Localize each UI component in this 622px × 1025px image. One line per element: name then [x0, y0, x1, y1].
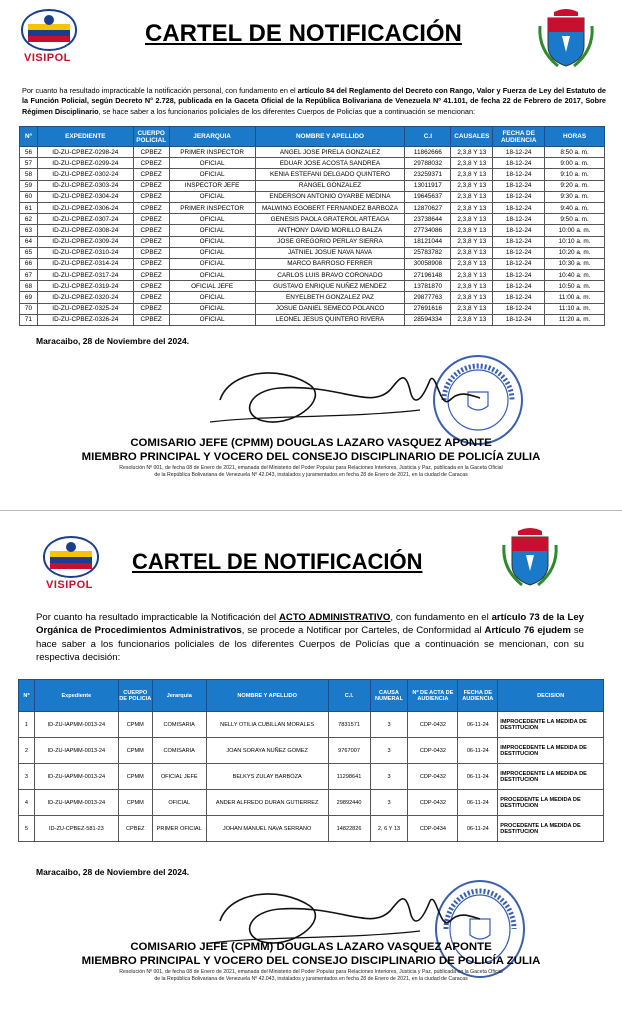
table-cell: 10:50 a. m.: [545, 281, 605, 292]
table-cell: CPBEZ: [133, 303, 169, 314]
table-cell: COMISARIA: [152, 712, 206, 738]
table-cell: 18-12-24: [493, 214, 545, 225]
table-cell: OFICIAL: [169, 191, 255, 202]
table-cell: CPBEZ: [133, 314, 169, 325]
table-cell: CPBEZ: [133, 258, 169, 269]
table-cell: COMISARIA: [152, 738, 206, 764]
table-cell: 57: [20, 158, 38, 169]
table-cell: CPBEZ: [133, 169, 169, 180]
table-cell: INSPECTOR JEFE: [169, 180, 255, 191]
table-cell: 12870627: [405, 202, 451, 213]
header-cell: Nº DE ACTA DE AUDIENCIA: [408, 680, 458, 712]
table-cell: 7831571: [328, 712, 370, 738]
table-cell: ID-ZU-IAPMM-0013-24: [34, 712, 118, 738]
table-row: [20, 247, 605, 258]
table-cell: ID-ZU-CPBEZ-581-23: [34, 816, 118, 842]
header-cell: CAUSALES: [451, 127, 493, 147]
table-cell: OFICIAL JEFE: [169, 281, 255, 292]
table-cell: 68: [20, 281, 38, 292]
table-cell: CPBEZ: [118, 816, 152, 842]
table-cell: 9:40 a. m.: [545, 202, 605, 213]
table-cell: OFICIAL: [152, 790, 206, 816]
table-cell: MARCO BARROSO FERRER: [255, 258, 405, 269]
table-cell: 13011917: [405, 180, 451, 191]
table-cell: EDUAR JOSE ACOSTA SANDREA: [255, 158, 405, 169]
table-cell: ID-ZU-CPBEZ-0304-24: [37, 191, 133, 202]
table-cell: 2: [19, 738, 35, 764]
table-cell: CDP-0432: [408, 712, 458, 738]
table-cell: 18-12-24: [493, 169, 545, 180]
table-cell: 2, 6 Y 13: [370, 816, 408, 842]
table-cell: GENESIS PAOLA GRATEROL ARTEAGA: [255, 214, 405, 225]
table-cell: JOSE GREGORIO PERLAY SIERRA: [255, 236, 405, 247]
table-cell: 28594334: [405, 314, 451, 325]
table-row: [20, 169, 605, 180]
table-cell: 27734086: [405, 225, 451, 236]
table-cell: IMPROCEDENTE LA MEDIDA DE DESTITUCION: [498, 712, 604, 738]
table-cell: 2,3,8 Y 13: [451, 303, 493, 314]
table-cell: 2,3,8 Y 13: [451, 314, 493, 325]
table-cell: 18-12-24: [493, 258, 545, 269]
table-cell: 13781870: [405, 281, 451, 292]
table-cell: ENDERSON ANTONIO OYARBE MEDINA: [255, 191, 405, 202]
table-cell: 10:40 a. m.: [545, 270, 605, 281]
table-row: [20, 180, 605, 191]
table-row: [20, 281, 605, 292]
table-cell: 18-12-24: [493, 225, 545, 236]
table-cell: BELKYS ZULAY BARBOZA: [206, 764, 328, 790]
table-cell: 14822826: [328, 816, 370, 842]
table-cell: ANTHONY DAVID MORILLO BALZA: [255, 225, 405, 236]
table-cell: 3: [370, 738, 408, 764]
table-cell: CDP-0432: [408, 738, 458, 764]
table-cell: CPBEZ: [133, 202, 169, 213]
table-cell: 3: [19, 764, 35, 790]
table-cell: CPBEZ: [133, 180, 169, 191]
table-cell: 58: [20, 169, 38, 180]
table-cell: 25783782: [405, 247, 451, 258]
header-cell: FECHA DE AUDIENCIA: [458, 680, 498, 712]
table-row: [20, 314, 605, 325]
table-cell: CPBEZ: [133, 191, 169, 202]
table-cell: 2,3,8 Y 13: [451, 236, 493, 247]
header-cell: Nº: [20, 127, 38, 147]
table-cell: ANGEL JOSE PIRELA GONZALEZ: [255, 147, 405, 158]
header-cell: NOMBRE Y APELLIDO: [206, 680, 328, 712]
table-cell: MALWING EGOBERT FERNANDEZ BARBOZA: [255, 202, 405, 213]
table-cell: 9:00 a. m.: [545, 158, 605, 169]
notice-sheet-1: [0, 0, 622, 510]
table-header-row: [19, 680, 604, 712]
table-cell: 29877763: [405, 292, 451, 303]
table-row: [20, 303, 605, 314]
table-cell: 18-12-24: [493, 314, 545, 325]
header-cell: CUERPO DE POLICIA: [118, 680, 152, 712]
table-cell: OFICIAL: [169, 292, 255, 303]
table-cell: 11862666: [405, 147, 451, 158]
table-cell: 10:20 a. m.: [545, 247, 605, 258]
table-cell: 2,3,8 Y 13: [451, 191, 493, 202]
table-cell: CDP-0432: [408, 790, 458, 816]
table-cell: 3: [370, 712, 408, 738]
table-cell: OFICIAL: [169, 158, 255, 169]
table-cell: 2,3,8 Y 13: [451, 169, 493, 180]
table-cell: 19645637: [405, 191, 451, 202]
zulia-coat-of-arms-icon: [500, 525, 560, 591]
table-row: [20, 202, 605, 213]
table-cell: 66: [20, 258, 38, 269]
table-cell: 71: [20, 314, 38, 325]
visipol-logo-text: VISIPOL: [24, 52, 71, 64]
header-cell: Jerarquia: [152, 680, 206, 712]
table-cell: PRIMER INSPECTOR: [169, 202, 255, 213]
table-cell: 2,3,8 Y 13: [451, 270, 493, 281]
table-cell: 64: [20, 236, 38, 247]
table-cell: 29892440: [328, 790, 370, 816]
table-cell: 30058908: [405, 258, 451, 269]
signer-name: COMISARIO JEFE (CPMM) DOUGLAS LAZARO VASQUEZ APONTE: [130, 437, 492, 449]
table-cell: ID-ZU-CPBEZ-0308-24: [37, 225, 133, 236]
table-cell: 18-12-24: [493, 147, 545, 158]
header-cell: C.I: [405, 127, 451, 147]
visipol-logo-text: VISIPOL: [46, 579, 93, 591]
table-cell: 18121044: [405, 236, 451, 247]
notification-table-1: [19, 126, 605, 326]
table-cell: OFICIAL JEFE: [152, 764, 206, 790]
table-cell: ID-ZU-IAPMM-0013-24: [34, 738, 118, 764]
table-cell: 69: [20, 292, 38, 303]
table-cell: PROCEDENTE LA MEDIDA DE DESTITUCION: [498, 790, 604, 816]
table-cell: CDP-0432: [408, 764, 458, 790]
table-cell: 4: [19, 790, 35, 816]
table-cell: CPMM: [118, 712, 152, 738]
table-cell: 18-12-24: [493, 281, 545, 292]
table-cell: 06-11-24: [458, 816, 498, 842]
table-cell: 2,3,8 Y 13: [451, 214, 493, 225]
table-row: [20, 292, 605, 303]
signer-title: MIEMBRO PRINCIPAL Y VOCERO DEL CONSEJO DISCIPLINARIO DE POLICÍA ZULIA: [81, 451, 541, 463]
table-cell: OFICIAL: [169, 169, 255, 180]
table-cell: KENIA ESTEFANI DELGADO QUINTERO: [255, 169, 405, 180]
table-cell: 11:20 a. m.: [545, 314, 605, 325]
table-cell: CPBEZ: [133, 147, 169, 158]
table-cell: 56: [20, 147, 38, 158]
table-cell: 18-12-24: [493, 236, 545, 247]
table-cell: ID-ZU-CPBEZ-0326-24: [37, 314, 133, 325]
table-cell: ID-ZU-CPBEZ-0302-24: [37, 169, 133, 180]
table-cell: CPBEZ: [133, 281, 169, 292]
table-cell: 29788032: [405, 158, 451, 169]
table-cell: ID-ZU-IAPMM-0013-24: [34, 764, 118, 790]
table-cell: OFICIAL: [169, 225, 255, 236]
table-cell: 65: [20, 247, 38, 258]
table-row: [20, 236, 605, 247]
table-cell: ID-ZU-CPBEZ-0310-24: [37, 247, 133, 258]
table-cell: 9:30 a. m.: [545, 191, 605, 202]
table-header-row: [20, 127, 605, 147]
table-cell: 18-12-24: [493, 191, 545, 202]
table-cell: 5: [19, 816, 35, 842]
table-cell: 18-12-24: [493, 292, 545, 303]
table-cell: LEONEL JESUS QUINTERO RIVERA: [255, 314, 405, 325]
table-cell: CPMM: [118, 738, 152, 764]
table-cell: 10:30 a. m.: [545, 258, 605, 269]
table-cell: CPMM: [118, 764, 152, 790]
table-cell: 18-12-24: [493, 158, 545, 169]
table-cell: JOHAN MANUEL NAVA SERRANO: [206, 816, 328, 842]
table-cell: CPBEZ: [133, 225, 169, 236]
table-cell: 2,3,8 Y 13: [451, 225, 493, 236]
table-cell: 10:00 a. m.: [545, 225, 605, 236]
table-cell: 60: [20, 191, 38, 202]
table-row: [19, 712, 604, 738]
table-cell: IMPROCEDENTE LA MEDIDA DE DESTITUCION: [498, 764, 604, 790]
notice-sheet-2: [0, 510, 622, 1025]
table-cell: OFICIAL: [169, 214, 255, 225]
header-cell: NOMBRE Y APELLIDO: [255, 127, 405, 147]
table-cell: OFICIAL: [169, 247, 255, 258]
table-cell: ID-ZU-CPBEZ-0303-24: [37, 180, 133, 191]
table-cell: 06-11-24: [458, 790, 498, 816]
table-cell: 67: [20, 270, 38, 281]
table-cell: 18-12-24: [493, 202, 545, 213]
notice-date: Maracaibo, 28 de Noviembre del 2024.: [36, 336, 190, 346]
header-cell: CUERPO POLICIAL: [133, 127, 169, 147]
table-cell: 2,3,8 Y 13: [451, 202, 493, 213]
table-cell: 59: [20, 180, 38, 191]
table-cell: CDP-0434: [408, 816, 458, 842]
table-cell: ANDER ALFREDO DURAN GUTIERREZ: [206, 790, 328, 816]
zulia-coat-of-arms-icon: [536, 6, 596, 72]
table-cell: PRIMER OFICIAL: [152, 816, 206, 842]
table-row: [19, 816, 604, 842]
table-cell: RANGEL GONZALEZ: [255, 180, 405, 191]
table-row: [20, 147, 605, 158]
resolution-note: Resolución Nº 001, de fecha 08 de Enero de 2021, emanada del Ministerio del Poder Popular para Relaciones Interiores, Justicia y Paz, publicada en la Gaceta Oficial de la República Bolivariana de Venezuela Nº 42.043, instalados y juramentados en fecha 28 de Enero de 2021, en la ciudad de Caracas: [119, 969, 503, 982]
header-cell: Expediente: [34, 680, 118, 712]
table-cell: OFICIAL: [169, 258, 255, 269]
table-cell: NELLY OTILIA CUBILLAN MORALES: [206, 712, 328, 738]
table-cell: 11:10 a. m.: [545, 303, 605, 314]
signer-title: MIEMBRO PRINCIPAL Y VOCERO DEL CONSEJO DISCIPLINARIO DE POLICÍA ZULIA: [81, 955, 541, 967]
header-cell: CAUSA NUMERAL: [370, 680, 408, 712]
table-cell: ENYELBETH GONZALEZ PAZ: [255, 292, 405, 303]
table-cell: ID-ZU-CPBEZ-0298-24: [37, 147, 133, 158]
table-row: [20, 214, 605, 225]
table-cell: GUSTAVO ENRIQUE NUÑEZ MENDEZ: [255, 281, 405, 292]
table-cell: 10:10 a. m.: [545, 236, 605, 247]
table-cell: ID-ZU-CPBEZ-0307-24: [37, 214, 133, 225]
table-cell: CPMM: [118, 790, 152, 816]
table-cell: 63: [20, 225, 38, 236]
intro-paragraph: Por cuanto ha resultado impracticable la Notificación del ACTO ADMINISTRATIVO, con fundamento en el artículo 73 de la Ley Orgánica de Procedimientos Administrativos, se procede a Notificar por Carteles, de Conformidad al Artículo 76 ejudem se hace saber a los funcionarios policiales de los diferentes Cuerpos de Policías que a continuación se mencionan, con su respectiva decisión:: [36, 612, 585, 664]
table-cell: 2,3,8 Y 13: [451, 281, 493, 292]
header-cell: C.I.: [328, 680, 370, 712]
table-row: [19, 764, 604, 790]
header-cell: JERARQUIA: [169, 127, 255, 147]
table-row: [20, 270, 605, 281]
table-cell: 2,3,8 Y 13: [451, 247, 493, 258]
intro-paragraph: Por cuanto ha resultado impracticable la notificación personal, con fundamento en el artículo 84 del Reglamento del Decreto con Rango, Valor y Fuerza de Ley del Estatuto de la Función Policial, según Decreto N° 2.728, publicada en la Gaceta Oficial de la República Bolivariana de Venezuela Nº 41.101, de fecha 22 de Febrero de 2017, Sobre Régimen Disciplinario, se hace saber a los funcionarios policiales de los diferentes Cuerpos de Policías que a continuación se mencionan:: [22, 86, 606, 116]
table-cell: 70: [20, 303, 38, 314]
table-cell: ID-ZU-CPBEZ-0319-24: [37, 281, 133, 292]
table-cell: 2,3,8 Y 13: [451, 292, 493, 303]
table-cell: ID-ZU-CPBEZ-0314-24: [37, 258, 133, 269]
table-cell: 27691616: [405, 303, 451, 314]
table-cell: ID-ZU-CPBEZ-0325-24: [37, 303, 133, 314]
header-cell: EXPEDIENTE: [37, 127, 133, 147]
header-cell: FECHA DE AUDIENCIA: [493, 127, 545, 147]
table-cell: 1: [19, 712, 35, 738]
table-cell: ID-ZU-CPBEZ-0320-24: [37, 292, 133, 303]
table-cell: ID-ZU-CPBEZ-0317-24: [37, 270, 133, 281]
table-cell: 2,3,8 Y 13: [451, 180, 493, 191]
table-cell: 11:00 a. m.: [545, 292, 605, 303]
table-cell: CPBEZ: [133, 214, 169, 225]
signer-name: COMISARIO JEFE (CPMM) DOUGLAS LAZARO VASQUEZ APONTE: [130, 941, 492, 953]
table-cell: OFICIAL: [169, 314, 255, 325]
table-cell: 9:50 a. m.: [545, 214, 605, 225]
table-cell: JATNIEL JOSUE NAVA NAVA: [255, 247, 405, 258]
table-cell: CPBEZ: [133, 292, 169, 303]
page-title: CARTEL DE NOTIFICACIÓN: [132, 549, 423, 574]
table-cell: 9:10 a. m.: [545, 169, 605, 180]
table-cell: 3: [370, 790, 408, 816]
table-row: [20, 225, 605, 236]
notice-date: Maracaibo, 28 de Noviembre del 2024.: [36, 867, 190, 877]
table-cell: 18-12-24: [493, 303, 545, 314]
notification-table-2: [18, 679, 604, 842]
table-cell: 11298641: [328, 764, 370, 790]
table-cell: 9767007: [328, 738, 370, 764]
header-cell: Nº: [19, 680, 35, 712]
table-cell: JOSUE DANIEL SEMECO POLANCO: [255, 303, 405, 314]
table-cell: CPBEZ: [133, 236, 169, 247]
table-cell: 23738644: [405, 214, 451, 225]
table-cell: PROCEDENTE LA MEDIDA DE DESTITUCION: [498, 816, 604, 842]
table-cell: ID-ZU-CPBEZ-0309-24: [37, 236, 133, 247]
table-cell: 2,3,8 Y 13: [451, 158, 493, 169]
table-cell: OFICIAL: [169, 270, 255, 281]
table-cell: ID-ZU-IAPMM-0013-24: [34, 790, 118, 816]
table-cell: 8:50 a. m.: [545, 147, 605, 158]
table-cell: JOAN SORAYA NUÑEZ GOMEZ: [206, 738, 328, 764]
table-cell: 18-12-24: [493, 247, 545, 258]
table-cell: CPBEZ: [133, 158, 169, 169]
table-cell: CPBEZ: [133, 270, 169, 281]
table-row: [19, 790, 604, 816]
table-cell: 2,3,8 Y 13: [451, 147, 493, 158]
table-cell: 18-12-24: [493, 180, 545, 191]
table-cell: ID-ZU-CPBEZ-0306-24: [37, 202, 133, 213]
table-cell: CPBEZ: [133, 247, 169, 258]
table-cell: 06-11-24: [458, 738, 498, 764]
resolution-note: Resolución Nº 001, de fecha 08 de Enero de 2021, emanada del Ministerio del Poder Popular para Relaciones Interiores, Justicia y Paz, publicada en la Gaceta Oficial de la República Bolivariana de Venezuela Nº 42.043, instalados y juramentados en fecha 28 de Enero de 2021, en la ciudad de Caracas: [119, 465, 503, 478]
table-row: [19, 738, 604, 764]
table-cell: OFICIAL: [169, 303, 255, 314]
table-row: [20, 158, 605, 169]
table-cell: 06-11-24: [458, 764, 498, 790]
table-cell: 27196148: [405, 270, 451, 281]
table-cell: 18-12-24: [493, 270, 545, 281]
table-cell: IMPROCEDENTE LA MEDIDA DE DESTITUCION: [498, 738, 604, 764]
table-cell: 2,3,8 Y 13: [451, 258, 493, 269]
table-row: [20, 258, 605, 269]
table-cell: 62: [20, 214, 38, 225]
table-cell: ID-ZU-CPBEZ-0299-24: [37, 158, 133, 169]
page-title: CARTEL DE NOTIFICACIÓN: [145, 20, 462, 47]
table-cell: 3: [370, 764, 408, 790]
table-cell: OFICIAL: [169, 236, 255, 247]
table-cell: 23259371: [405, 169, 451, 180]
table-cell: 61: [20, 202, 38, 213]
table-cell: CARLOS LUIS BRAVO CORONADO: [255, 270, 405, 281]
header-cell: HORAS: [545, 127, 605, 147]
table-row: [20, 191, 605, 202]
table-cell: 9:20 a. m.: [545, 180, 605, 191]
header-cell: DECISION: [498, 680, 604, 712]
table-cell: PRIMER INSPECTOR: [169, 147, 255, 158]
handwritten-signature-icon: [190, 360, 490, 440]
table-cell: 06-11-24: [458, 712, 498, 738]
